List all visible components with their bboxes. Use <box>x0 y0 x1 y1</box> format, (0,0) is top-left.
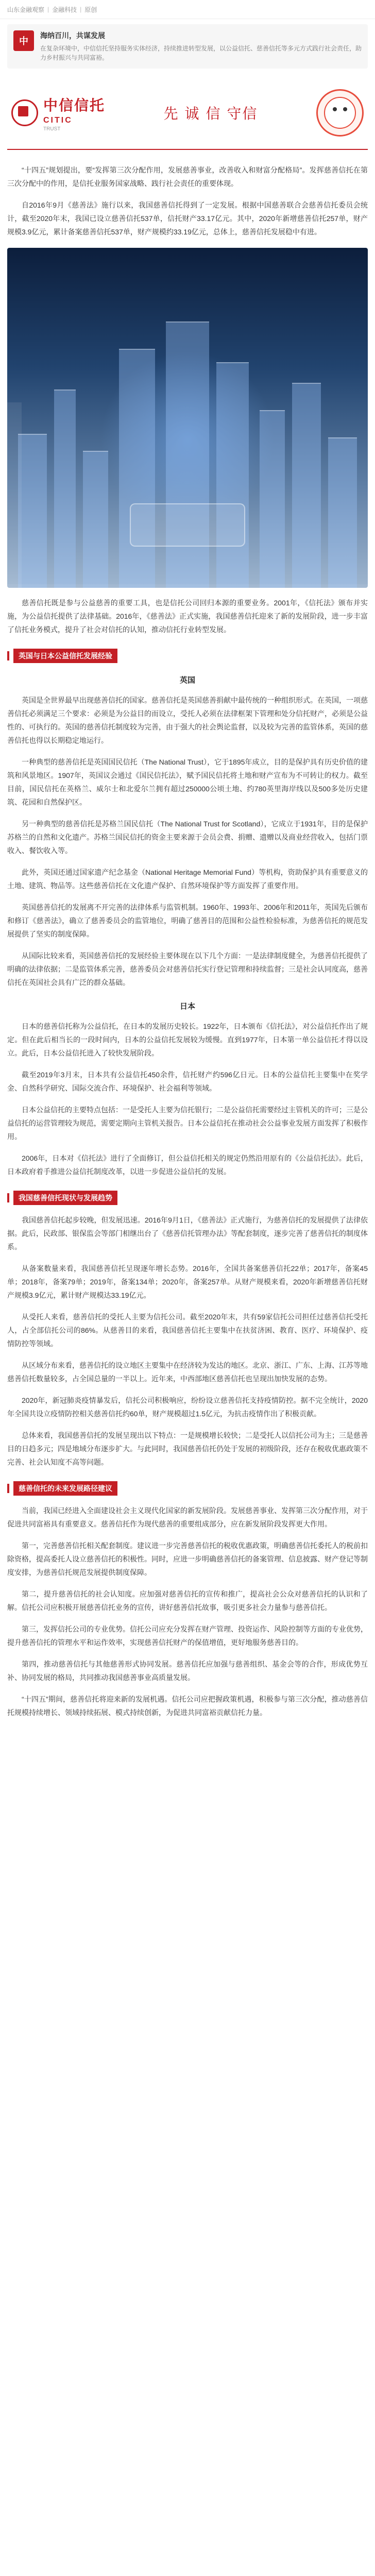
paragraph: 截至2019年3月末，日本共有公益信托450余件，信托财产约596亿日元。日本的公益信托主要集中在奖学金、自然科学研究、国际交流合作、环境保护、社会福利等领域。 <box>7 1071 368 1092</box>
breadcrumb-item-type: 原创 <box>84 6 97 13</box>
paragraph: 当前，我国已经进入全面建设社会主义现代化国家的新发展阶段。发展慈善事业、发挥第三次分配作用，对于促进共同富裕具有重要意义。慈善信托作为现代慈善的重要组成部分，应在新发展阶段发挥更大作用。 <box>7 1506 368 1528</box>
paragraph: 英国是全世界最早出现慈善信托的国家。慈善信托是英国慈善捐献中最传统的一种组织形式。在英国，一项慈善信托必须满足三个要求：必须是为公益目的而设立，受托人必须在法律框架下管理和处分信托财产，必须是公益性的、可执行的。英国的慈善信托制度较为完善，由于强大的社会舆论监督，以及较为完善的监管体系，英国的慈善信托也得以长期稳定地运行。 <box>7 696 368 744</box>
mascot-face-icon <box>324 97 356 129</box>
paragraph: 2020年，新冠肺炎疫情暴发后，信托公司积极响应，纷纷设立慈善信托支持疫情防控。据不完全统计，2020年全国共设立疫情防控相关慈善信托约60单，财产规模超过1.5亿元，为抗击疫情作出了积极贡献。 <box>7 1396 368 1418</box>
breadcrumb-item-source[interactable]: 山东金融观察 <box>7 6 45 13</box>
slogan-part-1: 先 <box>163 105 179 122</box>
paragraph: 第一，完善慈善信托相关配套制度。建议进一步完善慈善信托的税收优惠政策，明确慈善信托委托人的税前扣除资格，提高委托人设立慈善信托的积极性。同时，应进一步明确慈善信托的备案管理、信息披露、财产登记等制度安排，为慈善信托规范发展提供制度保障。 <box>7 1541 368 1577</box>
paragraph: 从区域分布来看，慈善信托的设立地区主要集中在经济较为发达的地区。北京、浙江、广东、上海、江苏等地慈善信托数量较多，占全国总量的一半以上。近年来，中西部地区慈善信托也呈现出加快发展的态势。 <box>7 1361 368 1383</box>
section-marker-icon <box>7 1484 9 1493</box>
brand-logo <box>11 94 105 132</box>
paragraph: 慈善信托既是参与公益慈善的重要工具，也是信托公司回归本源的重要业务。2001年，《信托法》颁布并实施，为公益信托提供了法律基础。2016年，《慈善法》正式实施，我国慈善信托迎来了新的发展阶段，进一步丰富了信托业务模式，提升了社会对信托的认知，推动信托行业转型发展。 <box>7 599 368 634</box>
brand-name-en: CITIC <box>43 115 73 125</box>
hero-image <box>7 248 368 588</box>
section-title: 英国与日本公益信托发展经验 <box>13 649 117 663</box>
breadcrumb-item-category[interactable]: 金融科技 <box>52 6 77 13</box>
account-description: 在复杂环境中，中信信托坚持服务实体经济，持续推进转型发展，以公益信托、慈善信托等多元方式践行社会责任，助力乡村振兴与共同富裕。 <box>40 45 362 61</box>
paragraph: 第四，推动慈善信托与其他慈善形式协同发展。慈善信托应加强与慈善组织、基金会等的合作，形成优势互补、协同发展的格局，共同推动我国慈善事业高质量发展。 <box>7 1660 368 1682</box>
section-title: 我国慈善信托现状与发展趋势 <box>13 1191 117 1205</box>
paragraph: “十四五”规划提出，要“发挥第三次分配作用，发展慈善事业，改善收入和财富分配格局”。发挥慈善信托在第三次分配中的作用，是信托业服务国家战略、践行社会责任的重要体现。 <box>7 166 368 188</box>
paragraph: 第三，发挥信托公司的专业优势。信托公司应充分发挥在财产管理、投资运作、风险控制等方面的专业优势，提升慈善信托的管理水平和运作效率，实现慈善信托财产的保值增值，更好地服务慈善目的。 <box>7 1625 368 1647</box>
paragraph: 日本公益信托的主要特点包括：一是受托人主要为信托银行；二是公益信托需要经过主管机关的许可；三是公益信托的运营管理较为规范，需要定期向主管机关报告。日本公益信托在推动社会公益事业发展方面发挥了积极作用。 <box>7 1106 368 1141</box>
article-content <box>0 163 375 1732</box>
section-heading <box>7 1191 368 1205</box>
section-heading <box>7 649 368 663</box>
section-marker-icon <box>7 1193 9 1202</box>
account-card[interactable] <box>7 24 368 69</box>
slogan-part-2: 诚 <box>184 105 200 122</box>
brand-name-sub: TRUST <box>43 126 61 132</box>
hero-skyline-grid <box>7 402 368 588</box>
paragraph: 从备案数量来看，我国慈善信托呈现逐年增长态势。2016年，全国共备案慈善信托22单；2017年，备案45单；2018年，备案79单；2019年，备案134单；2020年，备案257单。从财产规模来看，2020年新增慈善信托财产规模3.9亿元，累计财产规模达33.19亿元。 <box>7 1264 368 1299</box>
breadcrumb <box>0 0 375 19</box>
brand-mark-icon <box>11 99 38 126</box>
paragraph: 一种典型的慈善信托是英国国民信托（The National Trust），它于1895年成立，目的是保护具有历史价值的建筑和风景地区。1907年，英国议会通过《国民信托法》，赋予国民信托将土地和财产宣布为不可转让的权力。截至目前，国民信托在英格兰、威尔士和北爱尔兰拥有超过250000公顷土地、约780英里海岸线以及500多处历史建筑、花园和自然保护区。 <box>7 758 368 806</box>
section-marker-icon <box>7 651 9 660</box>
breadcrumb-separator: | <box>80 6 82 13</box>
brand-slogan <box>164 103 258 123</box>
brand-name-cn: 中信信托 <box>43 97 106 113</box>
subsection-title: 英国 <box>179 676 195 685</box>
hero-chip <box>130 503 245 547</box>
section-heading <box>7 1481 368 1496</box>
account-title: 海纳百川，共谋发展 <box>40 31 105 40</box>
breadcrumb-separator: | <box>47 6 49 13</box>
paragraph: 此外，英国还通过国家遗产纪念基金（National Heritage Memorial Fund）等机构，资助保护具有重要意义的土地、建筑、物品等。这些慈善信托在文化遗产保护、自然环境保护等方面发挥了重要作用。 <box>7 868 368 890</box>
paragraph: 另一种典型的慈善信托是苏格兰国民信托（The National Trust for Scotland），它成立于1931年，目的是保护苏格兰的自然和文化遗产。苏格兰国民信托的资金主要来源于会员会费、捐赠、遗赠以及商业经营收入，包括门票收入、餐饮收入等。 <box>7 820 368 855</box>
paragraph: 日本的慈善信托称为公益信托，在日本的发展历史较长。1922年，日本颁布《信托法》，对公益信托作出了规定。但在此后相当长的一段时间内，日本的公益信托发展较为缓慢。直到1977年，日本第一单公益信托才得以设立。此后，日本公益信托进入了较快发展阶段。 <box>7 1022 368 1057</box>
paragraph: 英国慈善信托的发展离不开完善的法律体系与监管机制。1960年、1993年、2006年和2011年，英国先后颁布和修订《慈善法》，确立了慈善委员会的监管地位，明确了慈善目的范围和公益性检验标准，为慈善信托的规范发展提供了坚实的制度保障。 <box>7 903 368 938</box>
brand-banner <box>7 77 368 150</box>
paragraph: 总体来看，我国慈善信托的发展呈现出以下特点：一是规模增长较快；二是受托人以信托公司为主；三是慈善目的日趋多元；四是地域分布逐步扩大。与此同时，我国慈善信托仍处于发展的初级阶段，还存在税收优惠政策不完善、社会认知度不高等问题。 <box>7 1431 368 1466</box>
paragraph: “十四五”期间，慈善信托将迎来新的发展机遇。信托公司应把握政策机遇，积极参与第三次分配，推动慈善信托规模持续增长、领域持续拓展、模式持续创新，为促进共同富裕贡献信托力量。 <box>7 1695 368 1717</box>
paragraph: 从国际比较来看，英国慈善信托的发展经验主要体现在以下几个方面：一是法律制度健全，为慈善信托提供了明确的法律依据；二是监管体系完善，慈善委员会对慈善信托实行登记管理和持续监督；三是社会认同度高，慈善信托在英国社会具有广泛的群众基础。 <box>7 952 368 987</box>
paragraph: 2006年，日本对《信托法》进行了全面修订，但公益信托相关的规定仍然沿用原有的《公益信托法》。此后，日本政府着手推进公益信托制度改革，以进一步促进公益信托的发展。 <box>7 1154 368 1176</box>
paragraph: 从受托人来看，慈善信托的受托人主要为信托公司。截至2020年末，共有59家信托公司担任过慈善信托受托人，占全部信托公司的86%。从慈善目的来看，我国慈善信托主要集中在扶贫济困、教育、医疗、环境保护、疫情防控等领域。 <box>7 1313 368 1348</box>
account-logo-icon: 中 <box>13 30 34 51</box>
paragraph: 第二，提升慈善信托的社会认知度。应加强对慈善信托的宣传和推广，提高社会公众对慈善信托的认识和了解。信托公司应积极开展慈善信托业务的宣传，讲好慈善信托故事，吸引更多社会力量参与慈善信托。 <box>7 1590 368 1612</box>
paragraph: 自2016年9月《慈善法》施行以来，我国慈善信托得到了一定发展。根据中国慈善联合会慈善信托委员会统计，截至2020年末，我国已设立慈善信托537单，信托财产33.17亿元。其中，2020年新增慈善信托257单，财产规模3.9亿元，累计备案慈善信托537单，财产规模约33.19亿元，总体上，慈善信托发展稳中有进。 <box>7 201 368 236</box>
section-title: 慈善信托的未来发展路径建议 <box>13 1481 117 1496</box>
slogan-part-3: 信 <box>206 105 221 122</box>
mascot-icon <box>316 89 364 137</box>
subsection-title: 日本 <box>179 1002 195 1011</box>
paragraph: 我国慈善信托起步较晚，但发展迅速。2016年9月1日，《慈善法》正式施行，为慈善信托的发展提供了法律依据。此后，民政部、银保监会等部门相继出台了《慈善信托管理办法》等配套制度，逐步完善了慈善信托的制度体系。 <box>7 1216 368 1251</box>
slogan-part-4: 守信 <box>227 105 258 122</box>
bottom-spacer <box>7 1719 368 1732</box>
